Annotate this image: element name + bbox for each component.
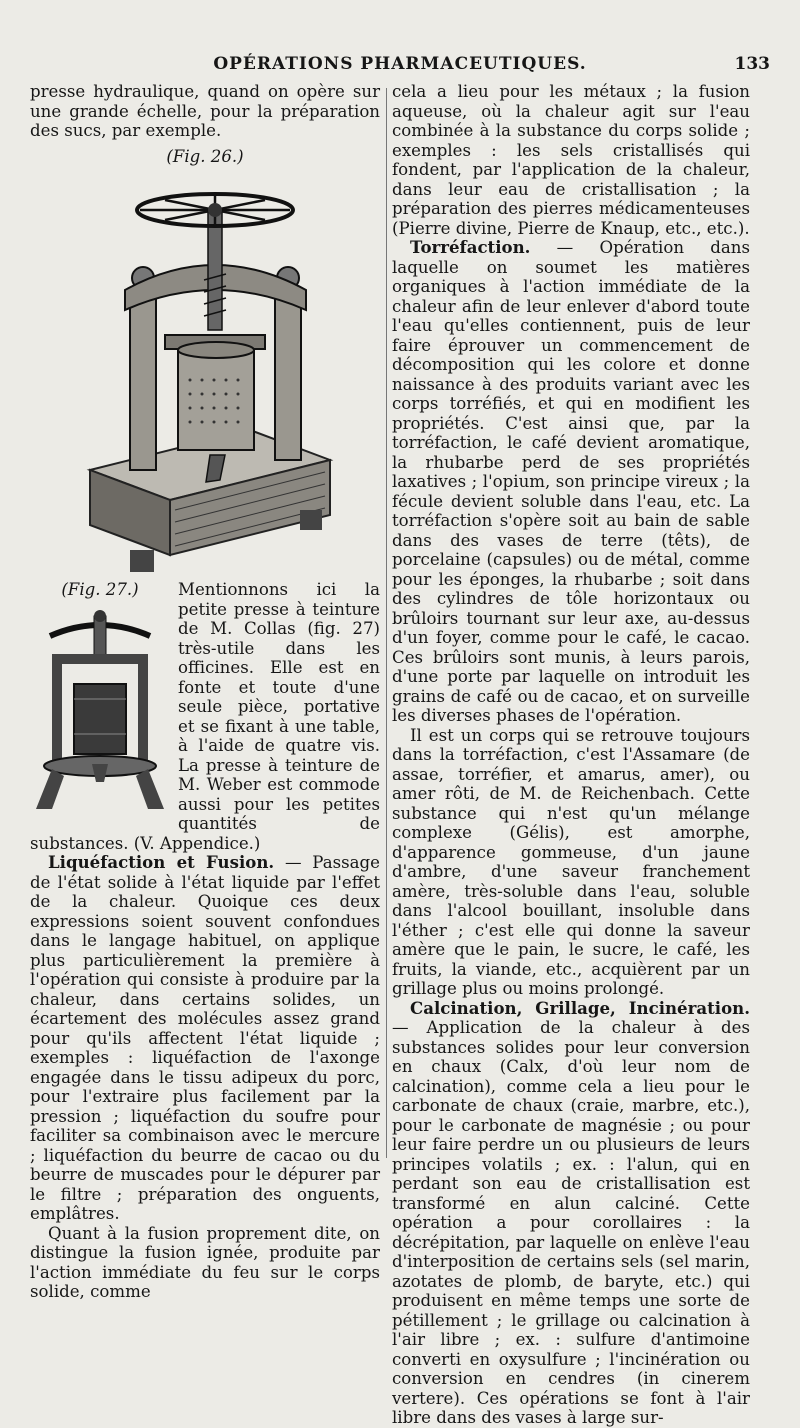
right-column	[392, 82, 750, 1428]
torrefaction-text: — Opération dans laquelle on soumet les matières organiques à l'action immédiate de la chaleur afin de leur enlever d'abord toute l'eau qu'elles contiennent, puis de leur faire éprouver un commencement de décomposition qui les colore et donne naissance à des produits variant avec les corps torréfiés, et qui en modifient les propriétés. C'est ainsi que, par la torréfaction, le café devient aromatique, la rhubarbe perd de ses propriétés laxatives ; l'opium, son principe vireux ; la fécule devient soluble dans l'eau, etc. La torréfaction s'opère soit au bain de sable dans des vases de terre (têts), de porcelaine (capsules) ou de métal, comme pour les éponges, la rhubarbe ; soit dans des cylindres de tôle horizontaux ou brûloirs tournant sur leur axe, au-dessus d'un foyer, comme pour le café, le cacao. Ces brûloirs sont munis, à leurs parois, d'une porte par laquelle on introduit les grains de café ou de cacao, et on surveille les diverses phases de l'opération.	[392, 238, 750, 725]
calcination-text: — Application de la chaleur à des substances solides pour leur conversion en chaux (Calx, d'où leur nom de calcination), comme cela a lieu pour le carbonate de chaux (craie, marbre, etc.), pour le carbonate de magnésie ; ou pour leur faire perdre un ou plusieurs de leurs principes volatils ; ex. : l'alun, qui en perdant son eau de cristallisation est transformé en alun calciné. Cette opération a pour corollaires : la décrépitation, par laquelle on enlève l'eau d'interposition de certains sels (sel marin, azotates de plomb, de baryte, etc.) qui produisent en même temps une sorte de pétillement ; le grillage ou calcination à l'air libre ; ex. : sulfure d'antimoine converti en oxysulfure ; l'incinération ou conversion en cendres (in cinerem vertere). Ces opérations se font à l'air libre dans des vases à large sur-	[392, 1018, 750, 1427]
hydraulic-press-illustration	[70, 170, 340, 580]
figure-26-caption: (Fig. 26.)	[166, 146, 244, 166]
torrefaction-paragraph	[392, 238, 750, 726]
fusion-paragraph: Quant à la fusion proprement dite, on distingue la fusion ignée, produite par l'action immédiate du feu sur le corps solide, comme	[30, 1223, 380, 1301]
intro-paragraph: presse hydraulique, quand on opère sur une grande échelle, pour la préparation des sucs, par exemple.	[30, 82, 380, 140]
liquefaction-text: — Passage de l'état solide à l'état liquide par l'effet de la chaleur. Quoique ces deux expressions soient souvent confondues dans le langage habituel, on applique plus particulièrement la première à l'opération qui consiste à produire par la chaleur, dans certains solides, un écartement des molécules assez grand pour qu'ils affectent l'état liquide ; exemples : liquéfaction de l'axonge engagée dans le tissu adipeux du porc, pour l'extraire plus facilement par la pression ; liquéfaction du soufre pour faciliter sa combinaison avec le mercure ; liquéfaction du beurre de cacao ou du beurre de muscades pour le dépurer par le filtre ; préparation des onguents, emplâtres.	[30, 853, 380, 1223]
tincture-press-illustration	[30, 604, 170, 819]
figure-27-block	[30, 580, 380, 1224]
torrefaction-heading: Torréfaction.	[410, 237, 531, 257]
assamare-paragraph: Il est un corps qui se retrouve toujours dans la torréfaction, c'est l'Assamare (de assae, torréfier, et amarus, amer), ou amer rôti, de M. de Reichenbach. Cette substance qui n'est qu'un mélange complexe (Gélis), est amorphe, d'apparence gommeuse, d'un jaune d'ambre, d'une saveur franchement amère, très-soluble dans l'eau, soluble dans l'alcool bouillant, insoluble dans l'éther ; c'est elle qui donne la saveur amère que le pain, le sucre, le café, les fruits, la viande, etc., acquièrent par un grillage plus ou moins prolongé.	[392, 725, 750, 998]
calcination-paragraph	[392, 999, 750, 1428]
running-title: OPÉRATIONS PHARMACEUTIQUES.	[213, 54, 587, 74]
left-column	[30, 82, 380, 1302]
liquefaction-paragraph	[30, 853, 380, 1224]
running-header	[0, 54, 800, 80]
column-divider	[386, 88, 387, 1158]
figure-27-caption: (Fig. 27.)	[61, 580, 139, 599]
presse-teinture-paragraph: Mentionnons ici la petite presse à teinture de M. Collas (fig. 27) très-utile dans les officines. Elle est en fonte et toute d'une seule pièce, portative et se fixant à une table, à l'aide de quatre vis. La presse à teinture de M. Weber est commode aussi pour les petites quantités de substances. (V. Appendice.)	[30, 580, 380, 853]
liquefaction-heading: Liquéfaction et Fusion.	[48, 852, 275, 872]
calcination-heading: Calcination, Grillage, Incinération.	[410, 997, 750, 1018]
page-number: 133	[734, 54, 770, 74]
figure-27-wrap	[30, 580, 170, 825]
fusion-continued-paragraph: cela a lieu pour les métaux ; la fusion aqueuse, où la chaleur agit sur l'eau combinée à la substance du corps solide ; exemples : les sels cristallisés qui fondent, par l'application de la chaleur, dans leur eau de cristallisation ; la préparation des pierres médicamenteuses (Pierre divine, Pierre de Knaup, etc., etc.).	[392, 82, 750, 238]
